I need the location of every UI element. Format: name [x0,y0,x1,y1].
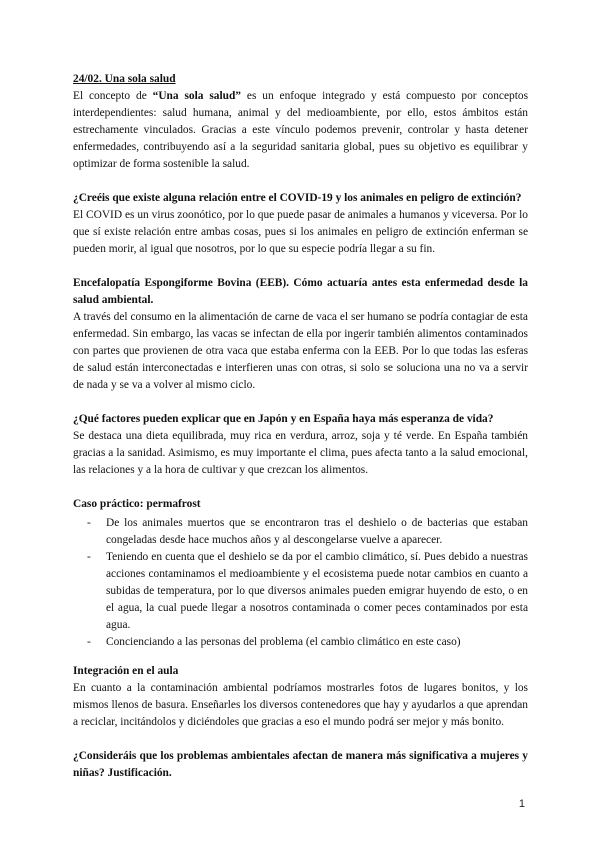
section-eeb [73,275,528,394]
section-title: Integración en el aula [73,665,179,677]
list-item [73,634,528,651]
section-una-sola-salud [73,71,528,173]
list-item [73,549,528,634]
dash-bullet: - [87,551,91,563]
dash-bullet: - [87,636,91,648]
list-item-text: Teniendo en cuenta que el deshielo se da por el cambio climático, sí. Pues debido a nuestras acciones contaminamos el medioambiente y el ecosistema puede notar cambios en cuanto a subidas de temperatura, por lo que diversos animales pueden emigrar huyendo de esto, o en el agua, la cual puede llegar a nosotros contaminada o comer peces contaminados por esta agua. [106,551,528,631]
question-heading: ¿Creéis que existe alguna relación entre el COVID-19 y los animales en peligro de extinción? [73,192,522,204]
section-mujeres-ninas [73,748,528,782]
bold-term: “Una sola salud” [152,90,242,102]
section-esperanza-vida [73,411,528,479]
section-integracion-aula [73,663,528,731]
document-page [73,71,528,782]
intro-text-rest: es un enfoque integrado y está compuesto por conceptos interdependientes: salud humana, animal y del medioambiente, por ello, estos ámbitos están estrechamente vinculados. Gracias a este vínculo podemos prevenir, controlar y hasta detener enfermedades, contribuyendo así a la seguridad sanitaria global, pues su objetivo es equilibrar y optimizar de forma sostenible la salud. [73,90,529,170]
section-permafrost [73,496,528,651]
paragraph: A través del consumo en la alimentación de carne de vaca el ser humano se podría contagiar de esta enfermedad. Sin embargo, las vacas se infectan de ella por ingerir también alimentos contaminados con partes que provienen de otra vaca que estaba enferma con la EEB. Por lo que todas las esferas de salud están interconectadas e interfieren unas con otras, si solo se soluciona una no va a servir de nada y se va a volver al mismo ciclo. [73,311,528,391]
bullet-list [73,515,528,651]
paragraph: En cuanto a la contaminación ambiental podríamos mostrarles fotos de lugares bonitos, y los mismos llenos de basura. Enseñarles los diversos contenedores que hay y ayudarlos a que aprendan a reciclar, incitándolos y diciéndoles que gracias a eso el mundo podrá ser mejor y más bonito. [73,682,528,728]
intro-text: El concepto de [73,90,153,102]
question-heading: Encefalopatía Espongiforme Bovina (EEB). Cómo actuaría antes esta enfermedad desde la salud ambiental. [73,277,528,306]
section-title: Caso práctico: permafrost [73,498,201,510]
paragraph [73,88,528,173]
dash-bullet: - [87,517,91,529]
question-heading: ¿Qué factores pueden explicar que en Japón y en España haya más esperanza de vida? [73,413,494,425]
paragraph: El COVID es un virus zoonótico, por lo que puede pasar de animales a humanos y viceversa. Por lo que sí existe relación entre ambas cosas, pues si los animales en peligro de extinción enferman se pueden morir, al igual que nosotros, por lo que su especie podría llegar a su fin. [73,209,528,255]
section-covid [73,190,528,258]
page-number: 1 [518,798,525,810]
question-heading: ¿Consideráis que los problemas ambientales afectan de manera más significativa a mujeres y niñas? Justificación. [73,750,528,779]
section-title: 24/02. Una sola salud [73,73,176,85]
list-item-text: De los animales muertos que se encontraron tras el deshielo o de bacterias que estaban congeladas desde hace muchos años y al descongelarse vuelve a aparecer. [106,517,528,546]
list-item [73,515,528,549]
list-item-text: Concienciando a las personas del problema (el cambio climático en este caso) [106,636,461,648]
paragraph: Se destaca una dieta equilibrada, muy rica en verdura, arroz, soja y té verde. En España también gracias a la sanidad. Asimismo, es muy importante el clima, pues afecta tanto a la salud emocional, las relaciones y a la hora de cultivar y que crezcan los alimentos. [73,430,528,476]
